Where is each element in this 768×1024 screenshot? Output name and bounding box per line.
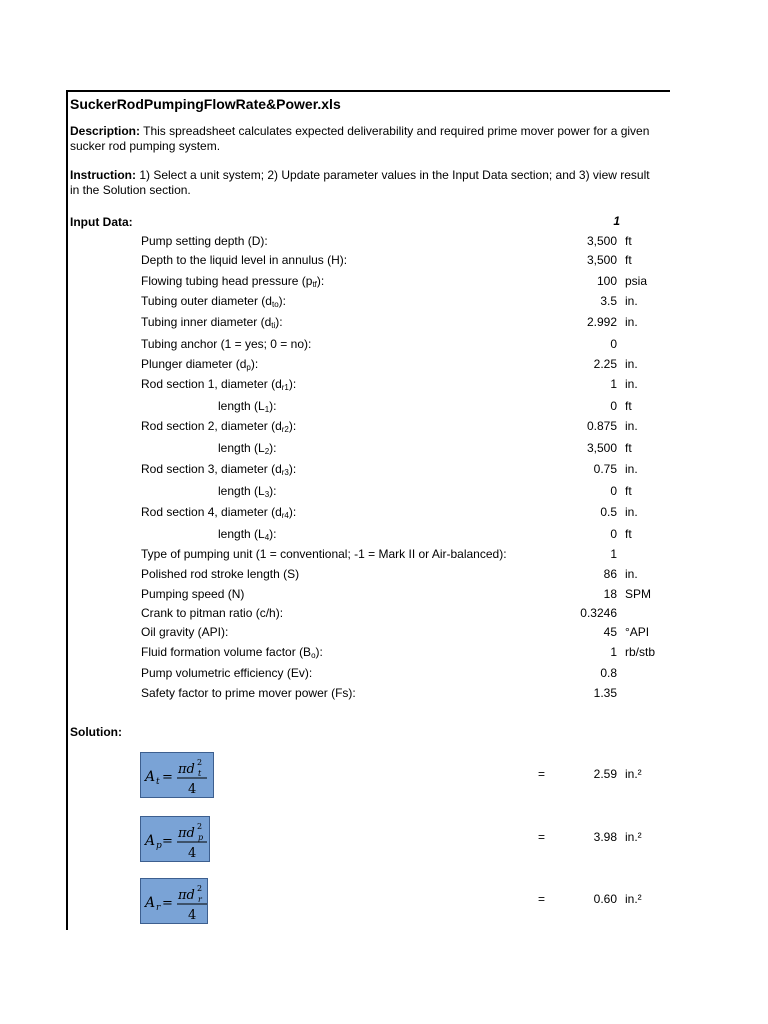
label-subscript: r1 bbox=[281, 383, 289, 392]
input-value-cell[interactable]: 1 bbox=[610, 377, 617, 391]
description-label: Description: bbox=[70, 124, 141, 138]
label-subscript: 1 bbox=[264, 405, 270, 414]
input-value-cell[interactable]: 0.5 bbox=[600, 505, 617, 519]
solution-equals: = bbox=[538, 892, 546, 906]
input-row-label bbox=[141, 505, 296, 519]
unit-label: in. bbox=[625, 315, 638, 329]
input-row-label bbox=[218, 441, 277, 455]
label-end: ): bbox=[288, 505, 297, 519]
input-data-label: Input Data: bbox=[70, 215, 133, 229]
input-row-label bbox=[218, 399, 277, 413]
input-value-cell[interactable]: 0.875 bbox=[586, 419, 617, 433]
solution-value[interactable]: 2.59 bbox=[593, 767, 617, 781]
input-value-cell[interactable]: 18 bbox=[603, 587, 617, 601]
solution-value[interactable]: 0.60 bbox=[593, 892, 617, 906]
label-text: Oil gravity (API): bbox=[141, 625, 229, 639]
label-text: length (L bbox=[218, 399, 265, 413]
formula-lhs: A bbox=[145, 769, 156, 785]
formula-exponent: 2 bbox=[197, 758, 203, 767]
unit-label: ft bbox=[625, 253, 632, 267]
input-row-label bbox=[141, 567, 299, 581]
input-row-label bbox=[141, 606, 283, 620]
description bbox=[70, 124, 660, 154]
label-text: length (L bbox=[218, 441, 265, 455]
label-end: ): bbox=[288, 419, 297, 433]
formula-numerator: πd bbox=[178, 826, 195, 841]
label-text: Tubing outer diameter (d bbox=[141, 294, 272, 308]
unit-label: in. bbox=[625, 419, 638, 433]
input-row-label bbox=[141, 547, 507, 561]
input-value-cell[interactable]: 0 bbox=[610, 527, 617, 541]
unit-label: in. bbox=[625, 357, 638, 371]
label-text: Safety factor to prime mover power (Fs): bbox=[141, 686, 356, 700]
formula-graphic bbox=[141, 879, 213, 923]
input-row-label bbox=[218, 484, 277, 498]
description-text: This spreadsheet calculates expected deliverability and required prime mover power for a given sucker rod pumping system. bbox=[70, 124, 650, 153]
input-row-label bbox=[141, 357, 258, 371]
label-text: Rod section 4, diameter (d bbox=[141, 505, 282, 519]
formula-exponent: 2 bbox=[197, 884, 203, 893]
label-text: Pump setting depth (D): bbox=[141, 234, 268, 248]
formula-numerator-subscript: p bbox=[198, 833, 204, 842]
input-value-cell[interactable]: 100 bbox=[596, 274, 617, 288]
label-text: Crank to pitman ratio (c/h): bbox=[141, 606, 284, 620]
label-end: ): bbox=[315, 645, 323, 659]
label-text: Rod section 3, diameter (d bbox=[141, 462, 282, 476]
formula-numerator: πd bbox=[178, 888, 195, 903]
label-subscript: 2 bbox=[264, 447, 270, 456]
instruction-text: 1) Select a unit system; 2) Update parameter values in the Input Data section; and 3) view result in the Solution section. bbox=[70, 168, 650, 197]
unit-label: ft bbox=[625, 441, 632, 455]
input-value-cell[interactable]: 86 bbox=[603, 567, 617, 581]
spreadsheet-title: SuckerRodPumpingFlowRate&Power.xls bbox=[70, 96, 341, 112]
input-value-cell[interactable]: 1 bbox=[610, 645, 617, 659]
unit-label: ft bbox=[625, 527, 632, 541]
label-subscript: o bbox=[311, 651, 316, 660]
label-subscript: r2 bbox=[281, 425, 289, 434]
formula-denominator: 4 bbox=[188, 908, 197, 923]
label-text: Plunger diameter (d bbox=[141, 357, 247, 371]
sheet-top-border bbox=[66, 90, 670, 92]
formula-box bbox=[140, 878, 208, 924]
label-subscript: r4 bbox=[281, 511, 289, 520]
label-text: Pumping speed (N) bbox=[141, 587, 245, 601]
unit-system-cell[interactable]: 1 bbox=[613, 214, 620, 228]
label-text: Tubing anchor (1 = yes; 0 = no): bbox=[141, 337, 312, 351]
input-value-cell[interactable]: 2.992 bbox=[586, 315, 617, 329]
unit-label: °API bbox=[625, 625, 650, 639]
input-row-label bbox=[141, 253, 347, 267]
label-end: ): bbox=[250, 357, 259, 371]
formula-equals: = bbox=[162, 834, 173, 849]
unit-label: in. bbox=[625, 294, 638, 308]
label-end: ): bbox=[269, 399, 277, 413]
unit-label: in. bbox=[625, 377, 638, 391]
label-end: ): bbox=[278, 294, 286, 308]
label-subscript: r3 bbox=[281, 468, 289, 477]
label-subscript: 3 bbox=[264, 490, 270, 499]
formula-denominator: 4 bbox=[188, 846, 197, 861]
label-text: Tubing inner diameter (d bbox=[141, 315, 272, 329]
solution-value[interactable]: 3.98 bbox=[593, 830, 617, 844]
label-end: ): bbox=[269, 527, 277, 541]
input-value-cell[interactable]: 0.75 bbox=[593, 462, 617, 476]
formula-numerator-subscript: t bbox=[198, 769, 202, 778]
formula-exponent: 2 bbox=[197, 822, 203, 831]
input-value-cell[interactable]: 0 bbox=[610, 337, 617, 351]
unit-label: psia bbox=[625, 274, 648, 288]
solution-equals: = bbox=[538, 830, 546, 844]
label-end: ): bbox=[269, 441, 277, 455]
input-row-label bbox=[141, 274, 324, 288]
unit-label: in. bbox=[625, 567, 638, 581]
input-value-cell[interactable]: 3.5 bbox=[600, 294, 617, 308]
label-text: Pump volumetric efficiency (Ev): bbox=[141, 666, 313, 680]
label-end: ): bbox=[275, 315, 283, 329]
label-text: Type of pumping unit (1 = conventional; -1 = Mark II or Air-balanced): bbox=[141, 547, 507, 561]
formula-lhs: A bbox=[145, 895, 156, 911]
input-row-label bbox=[141, 587, 244, 601]
formula-graphic bbox=[141, 753, 213, 797]
unit-label: in. bbox=[625, 462, 638, 476]
label-end: ): bbox=[269, 484, 277, 498]
label-subscript: tf bbox=[312, 280, 317, 289]
label-subscript: 4 bbox=[264, 533, 270, 542]
label-text: Polished rod stroke length (S) bbox=[141, 567, 300, 581]
solution-label: Solution: bbox=[70, 725, 122, 739]
formula-numerator-subscript: r bbox=[198, 895, 202, 904]
formula-numerator: πd bbox=[178, 762, 195, 777]
formula-equals: = bbox=[162, 896, 173, 911]
input-row-label bbox=[141, 686, 356, 700]
input-value-cell[interactable]: 1 bbox=[610, 547, 617, 561]
unit-label: ft bbox=[625, 399, 632, 413]
input-value-cell[interactable]: 3,500 bbox=[586, 253, 617, 267]
formula-lhs-subscript: p bbox=[156, 841, 162, 851]
unit-label: rb/stb bbox=[625, 645, 656, 659]
input-row-label bbox=[141, 294, 286, 308]
instruction-label: Instruction: bbox=[70, 168, 136, 182]
solution-unit: in.² bbox=[625, 892, 642, 906]
label-subscript: ti bbox=[271, 321, 276, 330]
label-text: Rod section 2, diameter (d bbox=[141, 419, 282, 433]
input-row-label bbox=[141, 377, 296, 391]
formula-box bbox=[140, 816, 210, 862]
unit-label: in. bbox=[625, 505, 638, 519]
input-row-label bbox=[141, 462, 296, 476]
label-text: length (L bbox=[218, 484, 265, 498]
input-value-cell[interactable]: 3,500 bbox=[586, 234, 617, 248]
formula-lhs: A bbox=[145, 833, 156, 849]
input-row-label bbox=[141, 645, 323, 659]
input-row-label bbox=[218, 527, 277, 541]
input-value-cell[interactable]: 0 bbox=[610, 399, 617, 413]
unit-label: ft bbox=[625, 234, 632, 248]
sheet-left-border bbox=[66, 90, 68, 930]
input-value-cell[interactable]: 0.8 bbox=[600, 666, 617, 680]
input-value-cell[interactable]: 1.35 bbox=[593, 686, 617, 700]
label-text: Flowing tubing head pressure (p bbox=[141, 274, 313, 288]
label-end: ): bbox=[288, 462, 297, 476]
formula-lhs-subscript: t bbox=[156, 777, 160, 787]
input-row-label bbox=[141, 315, 283, 329]
solution-unit: in.² bbox=[625, 830, 642, 844]
input-row-label bbox=[141, 625, 228, 639]
input-value-cell[interactable]: 3,500 bbox=[586, 441, 617, 455]
label-text: Depth to the liquid level in annulus (H): bbox=[141, 253, 348, 267]
input-value-cell[interactable]: 2.25 bbox=[593, 357, 617, 371]
unit-label: ft bbox=[625, 484, 632, 498]
label-subscript: p bbox=[246, 363, 251, 372]
input-value-cell[interactable]: 0 bbox=[610, 484, 617, 498]
unit-label: SPM bbox=[625, 587, 652, 601]
input-row-label bbox=[141, 666, 312, 680]
solution-unit: in.² bbox=[625, 767, 642, 781]
label-text: length (L bbox=[218, 527, 265, 541]
formula-box bbox=[140, 752, 214, 798]
label-subscript: to bbox=[271, 300, 279, 309]
solution-equals: = bbox=[538, 767, 546, 781]
input-value-cell[interactable]: 0.3246 bbox=[580, 606, 617, 620]
input-value-cell[interactable]: 45 bbox=[603, 625, 617, 639]
label-text: Fluid formation volume factor (B bbox=[141, 645, 312, 659]
formula-denominator: 4 bbox=[188, 782, 197, 797]
formula-lhs-subscript: r bbox=[156, 903, 161, 913]
label-end: ): bbox=[316, 274, 325, 288]
label-end: ): bbox=[288, 377, 297, 391]
input-row-label bbox=[141, 234, 268, 248]
label-text: Rod section 1, diameter (d bbox=[141, 377, 282, 391]
instruction bbox=[70, 168, 660, 198]
formula-graphic bbox=[141, 817, 213, 861]
input-row-label bbox=[141, 419, 296, 433]
input-row-label bbox=[141, 337, 311, 351]
formula-equals: = bbox=[162, 770, 173, 785]
